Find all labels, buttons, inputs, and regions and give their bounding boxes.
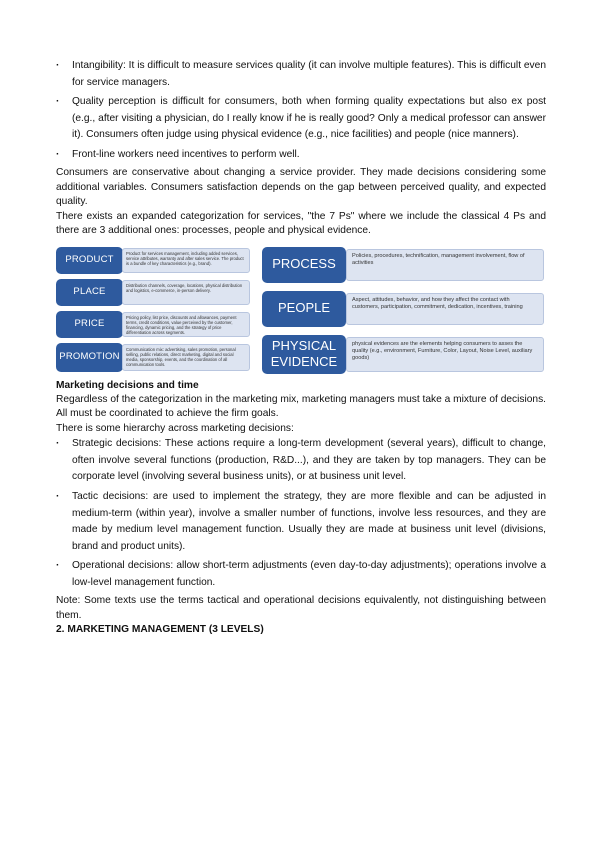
ps-physical-evidence-desc: physical evidences are the elements helping consumers to asses the quality (e.g., environment, Furniture, Color, Layout, Noise Level, auxiliary goods) [346,337,544,372]
ps-physical-evidence-label: PHYSICAL EVIDENCE [262,335,346,374]
paragraph-hierarchy: There is some hierarchy across marketing decisions: [56,422,294,434]
paragraph-regardless: Regardless of the categorization in the marketing mix, marketing managers must take a mixture of decisions. All must be coordinated to achieve the firm goals. [56,394,546,420]
bullet-intangibility: · Intangibility: It is difficult to measure services quality (it can involve multiple features). This is difficult even for service managers. [56,58,546,91]
paragraph-expanded: There exists an expanded categorization for services, "the 7 Ps" where we include the classical 4 Ps and there are 3 additional ones: processes, people and physical evidence. [56,210,546,237]
paragraph-conservative: Consumers are conservative about changing a service provider. They made decisions considering some additional variables. Consumers satisfaction depends on the gap between perceived quality, and expected quality. [56,167,546,208]
heading-marketing-decisions: Marketing decisions and time [56,379,199,391]
decision-bullets [56,436,546,591]
bullet-operational-decisions: · Operational decisions: allow short-term adjustments (even day-to-day adjustments); operations involve a low-level management function. [56,558,546,591]
seven-ps-figure [56,244,546,376]
bullet-strategic-decisions: · Strategic decisions: These actions require a long-term development (several years), difficult to change, often involve several functions (production, R&D...), and they are taken by top managers. They can be corporate level (involving several business units), or at business unit level. [56,436,546,486]
document-page [56,58,546,638]
ps-promotion-label: PROMOTION [56,343,123,372]
paragraph-note: Note: Some texts use the terms tactical and operational decisions equivalently, not distinguishing between them. [56,595,546,621]
ps-process-label: PROCESS [262,247,346,283]
bullet-front-line-workers: · Front-line workers need incentives to perform well. [56,147,546,164]
ps-product-desc: Product for services management, including added services, service attributes, warranty and after sales service. The product is a bundle of key characteristics (e.g., brand). [122,248,250,273]
ps-place-desc: Distribution channels, coverage, locations, physical distribution and logistics, e-commerce, in-person delivery. [122,280,250,305]
ps-process-desc: Policies, procedures, technification, management involvement, flow of activities [346,249,544,281]
ps-people-label: PEOPLE [262,291,346,327]
ps-people-desc: Aspect, attitudes, behavior, and how they affect the contact with customers, participation, commitment, dedication, incentives, training [346,293,544,325]
ps-product-label: PRODUCT [56,247,123,274]
heading-marketing-management: 2. MARKETING MANAGEMENT (3 LEVELS) [56,624,264,636]
ps-promotion-desc: Communication mix: advertising, sales promotion, personal selling, public relations, direct marketing, digital and social media, sponsorship, events, and the coordination of all communication tools. [122,344,250,371]
ps-place-label: PLACE [56,279,123,306]
bullet-quality-perception: · Quality perception is difficult for consumers, both when forming quality expectations but also ex post (e.g., after visiting a physician, do I really know if he is really good? Only a medical professor can answer it). Consumers often judge using physical evidence (e.g., nice facilities) and people (nice manners). [56,94,546,144]
bullet-tactic-decisions: · Tactic decisions: are used to implement the strategy, they are more flexible and can be adjusted in medium-term (within year), involve a smaller number of functions, involve less resources, and they are made by medium level management function. Usually they are made at business unit level (divisions, brand and product units). [56,489,546,555]
ps-price-desc: Pricing policy, list price, discounts and allowances, payment terms, credit conditions, value perceived by the customer, financing, dynamic pricing, and the strategy of price differentiation across segments. [122,312,250,337]
ps-price-label: PRICE [56,311,123,338]
services-bullets [56,58,546,163]
